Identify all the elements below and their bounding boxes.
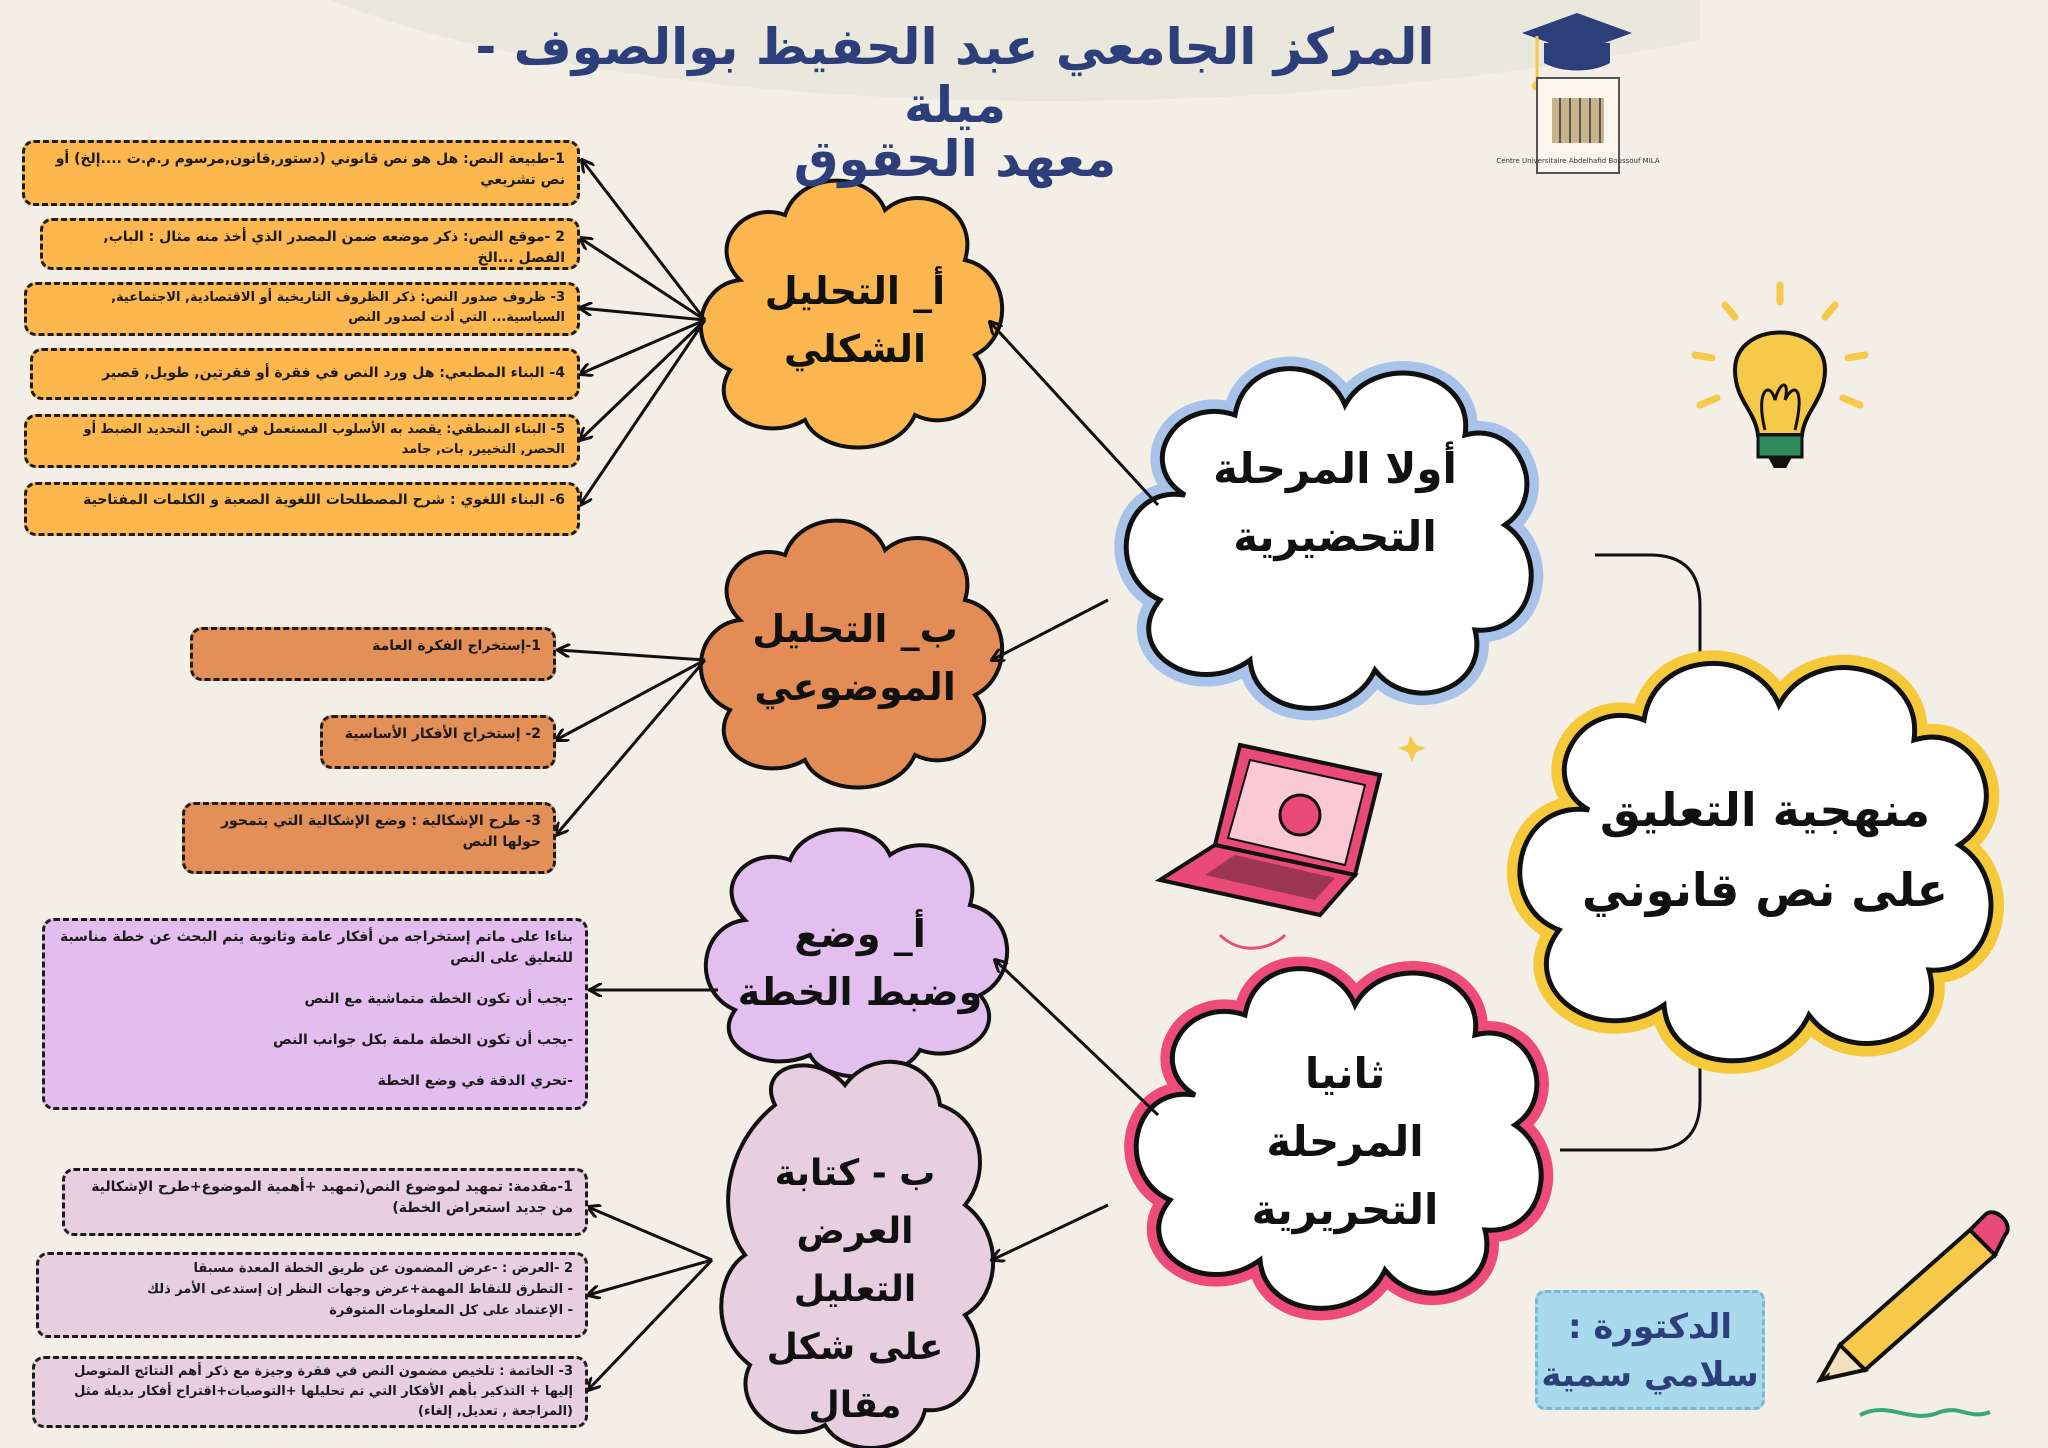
writing-item-4-text: - الإعتماد على كل المعلومات المتوفرة xyxy=(329,1303,573,1318)
arrow-formal-box3 xyxy=(580,308,705,320)
substantive-item-2-text: 2- إستخراج الأفكار الأساسية xyxy=(344,726,541,742)
writing-item-2 xyxy=(36,1252,588,1338)
substantive-item-3-text: 3- طرح الإشكالية : وضع الإشكالية التي يتمحور حولها النص xyxy=(221,813,541,850)
header-title xyxy=(430,18,1480,188)
connector-center-phase2 xyxy=(1560,1050,1700,1150)
plan-label-text: أ_ وضع وضبط الخطة xyxy=(737,912,983,1014)
logo-caption: Centre Universitaire Abdelhafid Boussouf MILA xyxy=(1496,157,1660,165)
phase1-label-text: أولا المرحلة التحضيرية xyxy=(1213,444,1457,561)
substantive-item-2 xyxy=(320,715,556,769)
phase2-label-text: ثانيا المرحلة التحريرية xyxy=(1251,1049,1439,1234)
formal-item-2-text: 2 -موقع النص: ذكر موضعه ضمن المصدر الذي أخذ منه مثال : الباب, الفصل ...الخ xyxy=(103,229,565,266)
formal-item-4 xyxy=(30,348,580,400)
arrow-phase1-substantive xyxy=(992,600,1108,660)
substantive-label-text: ب_ التحليل الموضوعي xyxy=(752,607,958,709)
writing-item-1-text: 1-مقدمة: تمهيد لموضوع النص(تمهيد +أهمية الموضوع+طرح الإشكالية من جديد استعراض الخطة) xyxy=(91,1179,573,1216)
center-label xyxy=(1560,770,1970,930)
formal-item-5 xyxy=(24,414,580,468)
writing-label xyxy=(755,1145,955,1435)
arrow-substantive-box2 xyxy=(556,660,705,740)
writing-item-2-text: 2 -العرض : -عرض المضمون عن طريق الخطة المعدة مسبقا xyxy=(193,1261,573,1276)
formal-item-3-text: 3- ظروف صدور النص: ذكر الظروف التاريخية أو الاقتصادية, الاجتماعية, السياسية... التي أدت لصدور النص xyxy=(111,290,565,325)
arrow-formal-box2 xyxy=(580,238,705,320)
substantive-item-1-text: 1-إستخراج الفكرة العامة xyxy=(372,638,541,654)
writing-item-5-text: 3- الخاتمة : تلخيص مضمون النص في فقرة وجيزة مع ذكر أهم النتائج المتوصل إليها + التذكير بأهم الأفكار التي تم تحليلها +التوصيات+اقتراح أفكار بديلة مثل (المراجعة , تعديل, إلغاء) xyxy=(74,1364,573,1419)
arrow-formal-box5 xyxy=(580,320,705,440)
substantive-item-3 xyxy=(182,802,556,874)
formal-item-1 xyxy=(22,140,580,206)
substantive-item-1 xyxy=(190,627,556,681)
formal-label xyxy=(745,262,965,378)
phase2-label xyxy=(1220,1040,1470,1244)
pencil-icon xyxy=(1820,1212,2008,1416)
writing-item-1 xyxy=(62,1168,588,1236)
formal-item-6-text: 6- البناء اللغوي : شرح المصطلحات اللغوية الصعبة و الكلمات المفتاحية xyxy=(83,492,565,508)
formal-label-text: أ_ التحليل الشكلي xyxy=(764,269,946,371)
formal-item-6 xyxy=(24,482,580,536)
signature-name: سلامي سمية xyxy=(1541,1355,1759,1395)
lightbulb-icon xyxy=(1695,285,1865,468)
phase1-label xyxy=(1210,435,1460,571)
plan-item-3-text: -يجب أن تكون الخطة ملمة بكل جوانب النص xyxy=(272,1032,573,1048)
writing-label-text: ب - كتابة العرض التعليل على شكل مقال xyxy=(766,1153,944,1426)
institute-name: معهد الحقوق xyxy=(793,130,1117,188)
arrow-substantive-box3 xyxy=(556,660,705,835)
institution-name: المركز الجامعي عبد الحفيظ بوالصوف - ميلة xyxy=(475,18,1435,134)
formal-item-5-text: 5- البناء المنطقي: يقصد به الأسلوب المستعمل في النص: التحديد الضبط أو الحصر, التخيير, بات, جامد xyxy=(83,422,565,457)
plan-label xyxy=(730,905,990,1021)
center-label-text: منهجية التعليق على نص قانوني xyxy=(1581,783,1949,917)
arrow-writing-box3 xyxy=(588,1260,712,1390)
arrow-phase2-writing xyxy=(992,1205,1108,1260)
arrow-phase2-plan xyxy=(995,960,1158,1115)
writing-item-3-text: - التطرق للنقاط المهمة+عرض وجهات النظر إن إستدعى الأمر ذلك xyxy=(147,1282,573,1297)
plan-box xyxy=(42,918,588,1110)
signature-title: الدكتورة : xyxy=(1567,1307,1733,1347)
formal-item-3 xyxy=(24,282,580,336)
arrow-writing-box1 xyxy=(588,1207,712,1260)
signature-card xyxy=(1535,1290,1765,1410)
formal-item-2 xyxy=(40,218,580,270)
arrow-phase1-formal xyxy=(990,322,1158,505)
plan-item-2-text: -يجب أن تكون الخطة متماشية مع النص xyxy=(304,991,573,1007)
formal-item-4-text: 4- البناء المطبعي: هل ورد النص في فقرة أو فقرتين, طويل, قصير xyxy=(102,365,565,381)
plan-item-1-text: بناءا على ماتم إستخراجه من أفكار عامة وثانوية يتم البحث عن خطة مناسبة للتعليق على النص xyxy=(59,929,573,966)
laptop-icon xyxy=(1160,735,1426,948)
university-logo xyxy=(1496,8,1660,178)
writing-item-5 xyxy=(32,1356,588,1428)
formal-item-1-text: 1-طبيعة النص: هل هو نص قانوني (دستور,قانون,مرسوم ر.م.ت ....إلخ) أو نص تشريعي xyxy=(55,151,565,188)
arrow-substantive-box1 xyxy=(558,650,705,660)
substantive-label xyxy=(740,600,970,716)
plan-item-4-text: -تحري الدقة في وضع الخطة xyxy=(377,1073,573,1089)
